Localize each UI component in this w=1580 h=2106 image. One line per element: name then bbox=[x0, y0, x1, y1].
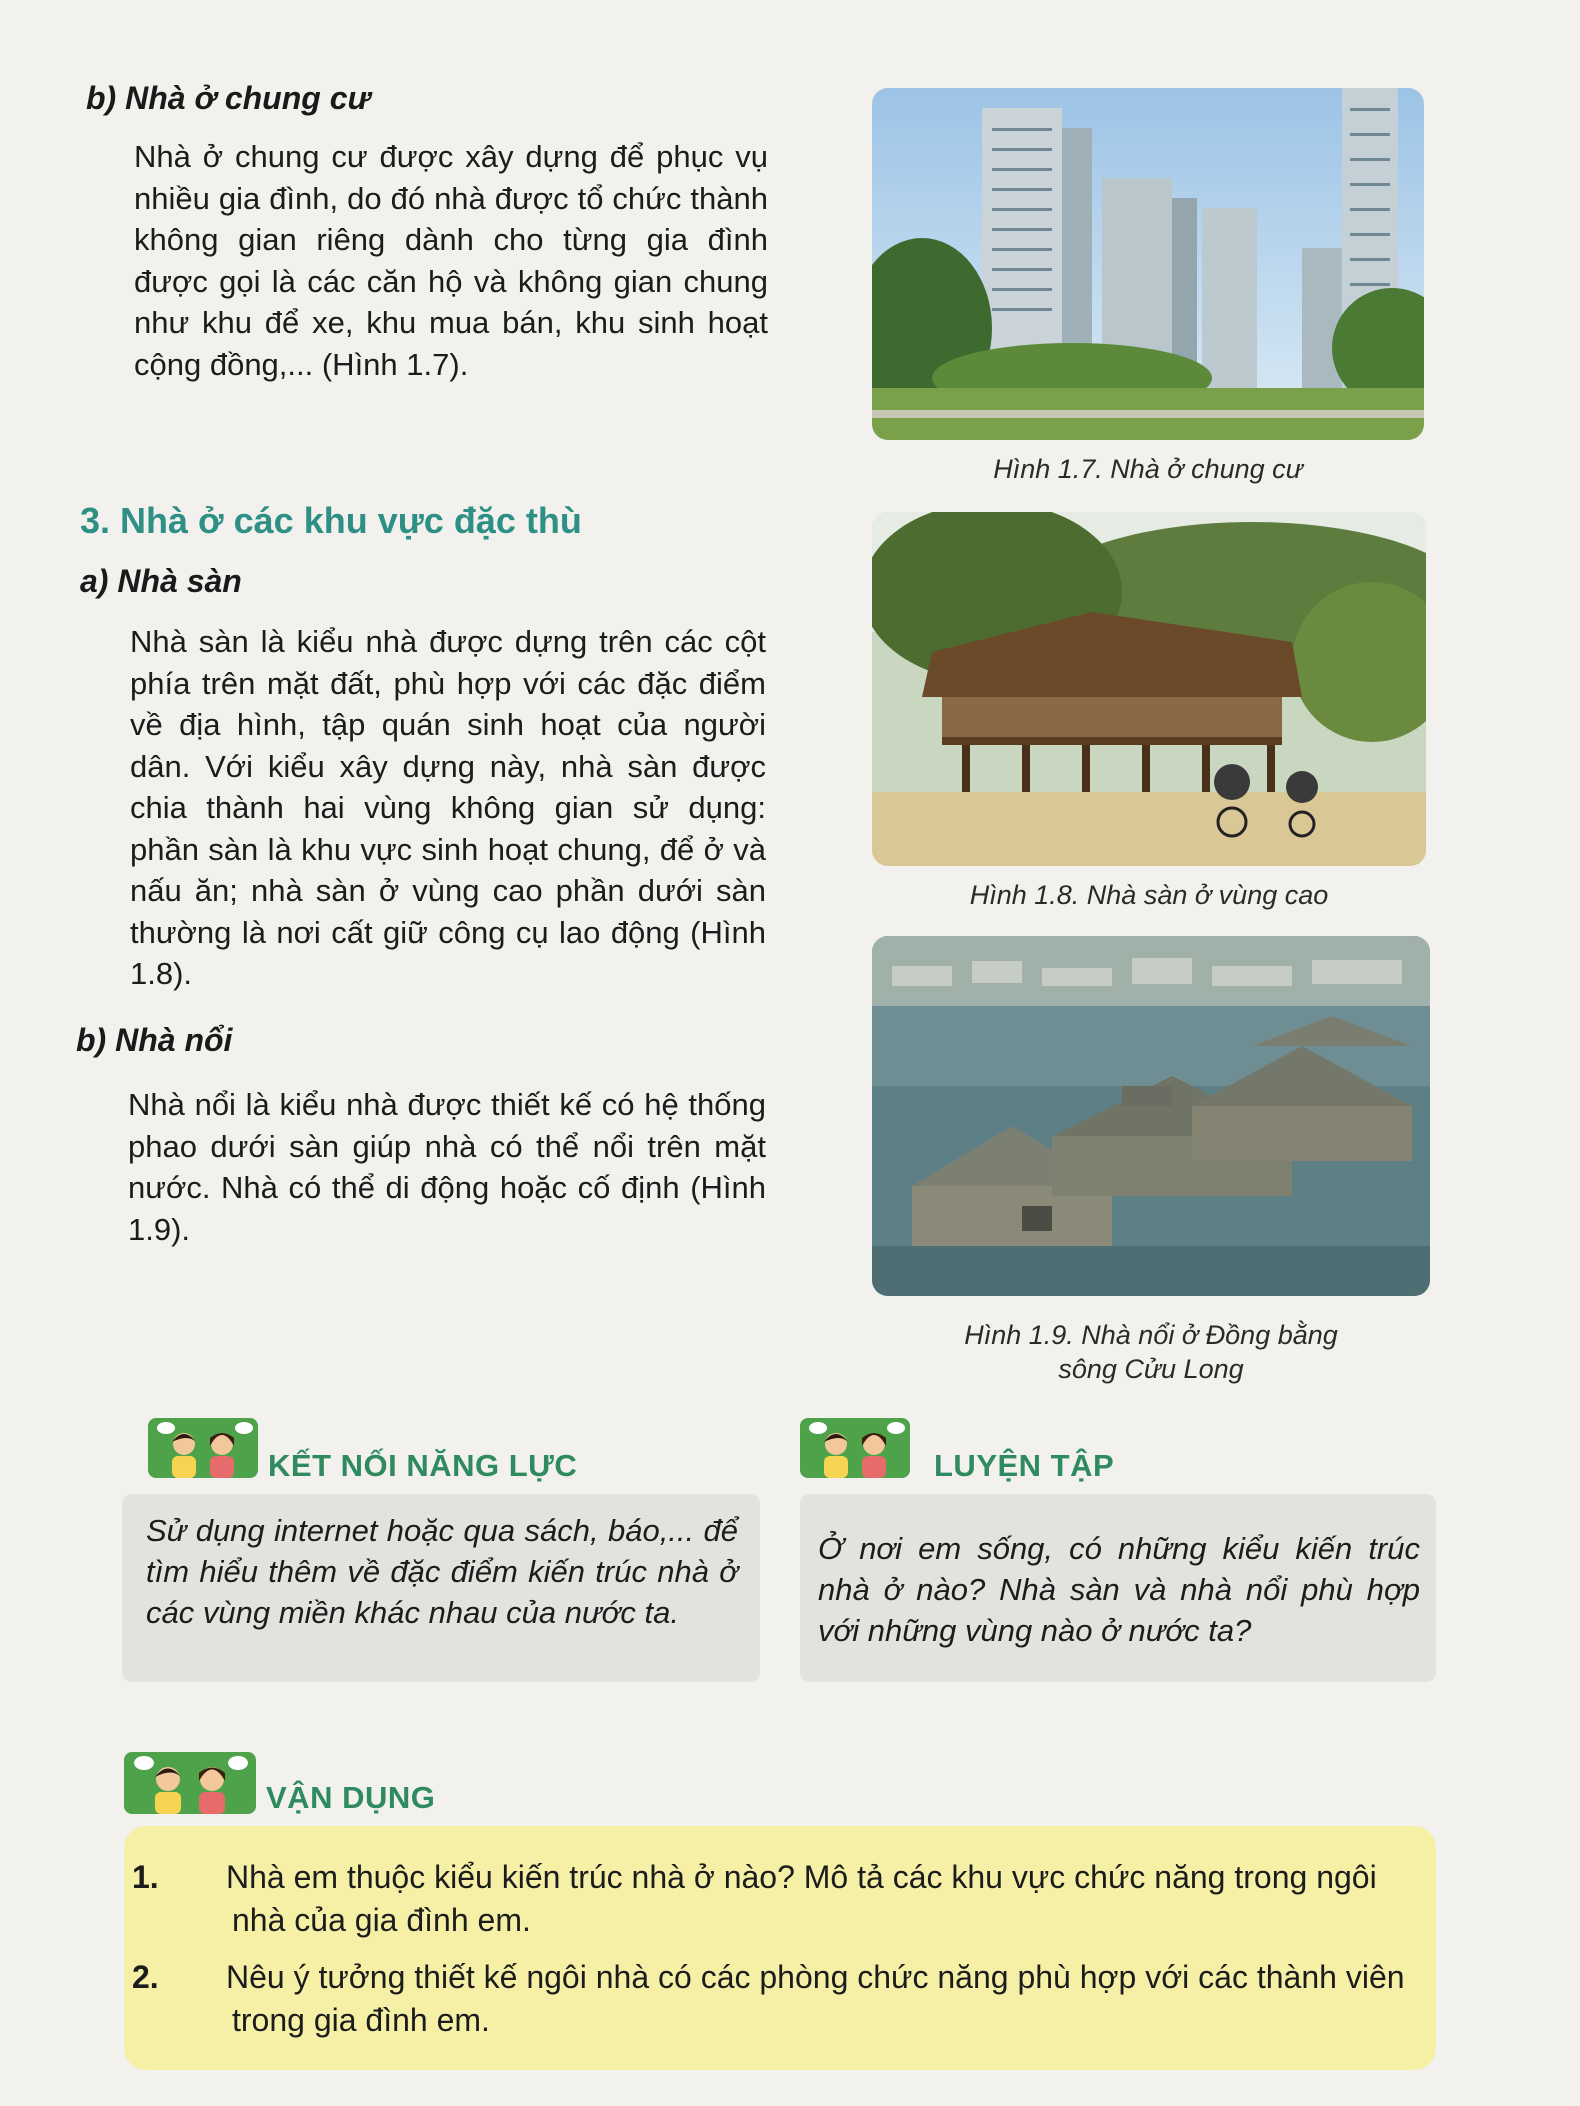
floating-paragraph: Nhà nổi là kiểu nhà được thiết kế có hệ thống phao dưới sàn giúp nhà có thể nổi trên mặt nước. Nhà có thể di động hoặc cố định (Hình 1.9). bbox=[128, 1087, 766, 1247]
practice-box-title: LUYỆN TẬP bbox=[934, 1448, 1115, 1483]
apartment-heading: b) Nhà ở chung cư bbox=[86, 80, 371, 116]
floating-house-photo bbox=[872, 936, 1430, 1296]
apartment-photo bbox=[872, 88, 1424, 440]
apply-item-number: 1. bbox=[132, 1859, 159, 1895]
apply-box-title: VẬN DỤNG bbox=[266, 1780, 436, 1815]
floating-caption-line1: Hình 1.9. Nhà nổi ở Đồng bằng bbox=[964, 1320, 1338, 1350]
apply-item bbox=[132, 1856, 1432, 1942]
apply-item bbox=[132, 1956, 1432, 2042]
special-heading: 3. Nhà ở các khu vực đặc thù bbox=[80, 500, 582, 541]
connect-box-title: KẾT NỐI NĂNG LỰC bbox=[268, 1448, 578, 1483]
stilt-house-photo bbox=[872, 512, 1426, 866]
apartment-paragraph: Nhà ở chung cư được xây dựng để phục vụ nhiều gia đình, do đó nhà được tổ chức thành không gian riêng dành cho từng gia đình được gọi là các căn hộ và không gian chung như khu để xe, khu mua bán, khu sinh hoạt cộng đồng,... (Hình 1.7). bbox=[134, 139, 768, 382]
floating-heading: b) Nhà nổi bbox=[76, 1022, 233, 1058]
practice-box-text: Ở nơi em sống, có những kiểu kiến trúc nhà ở nào? Nhà sàn và nhà nổi phù hợp với những vùng nào ở nước ta? bbox=[818, 1531, 1420, 1648]
stilt-paragraph: Nhà sàn là kiểu nhà được dựng trên các cột phía trên mặt đất, phù hợp với các đặc điểm về địa hình, tập quán sinh hoạt của người dân. Với kiểu xây dựng này, nhà sàn được chia thành hai vùng không gian sử dụng: phần sàn là khu vực sinh hoạt chung, để ở và nấu ăn; nhà sàn ở vùng cao phần dưới sàn thường là nơi cất giữ công cụ lao động (Hình 1.8). bbox=[130, 624, 766, 991]
apply-item-text: Nêu ý tưởng thiết kế ngôi nhà có các phòng chức năng phù hợp với các thành viên trong gia đình em. bbox=[226, 1959, 1405, 2038]
kids-icon bbox=[800, 1418, 910, 1478]
apartment-caption: Hình 1.7. Nhà ở chung cư bbox=[993, 454, 1303, 484]
apply-item-number: 2. bbox=[132, 1959, 159, 1995]
stilt-heading: a) Nhà sàn bbox=[80, 563, 242, 599]
floating-caption-line2: sông Cửu Long bbox=[1058, 1354, 1244, 1384]
kids-icon bbox=[148, 1418, 258, 1478]
connect-box-text: Sử dụng internet hoặc qua sách, báo,... để tìm hiểu thêm về đặc điểm kiến trúc nhà ở các vùng miền khác nhau của nước ta. bbox=[146, 1513, 738, 1630]
kids-icon bbox=[124, 1752, 256, 1814]
apply-item-text: Nhà em thuộc kiểu kiến trúc nhà ở nào? Mô tả các khu vực chức năng trong ngôi nhà của gia đình em. bbox=[226, 1859, 1377, 1938]
stilt-caption: Hình 1.8. Nhà sàn ở vùng cao bbox=[969, 880, 1329, 910]
